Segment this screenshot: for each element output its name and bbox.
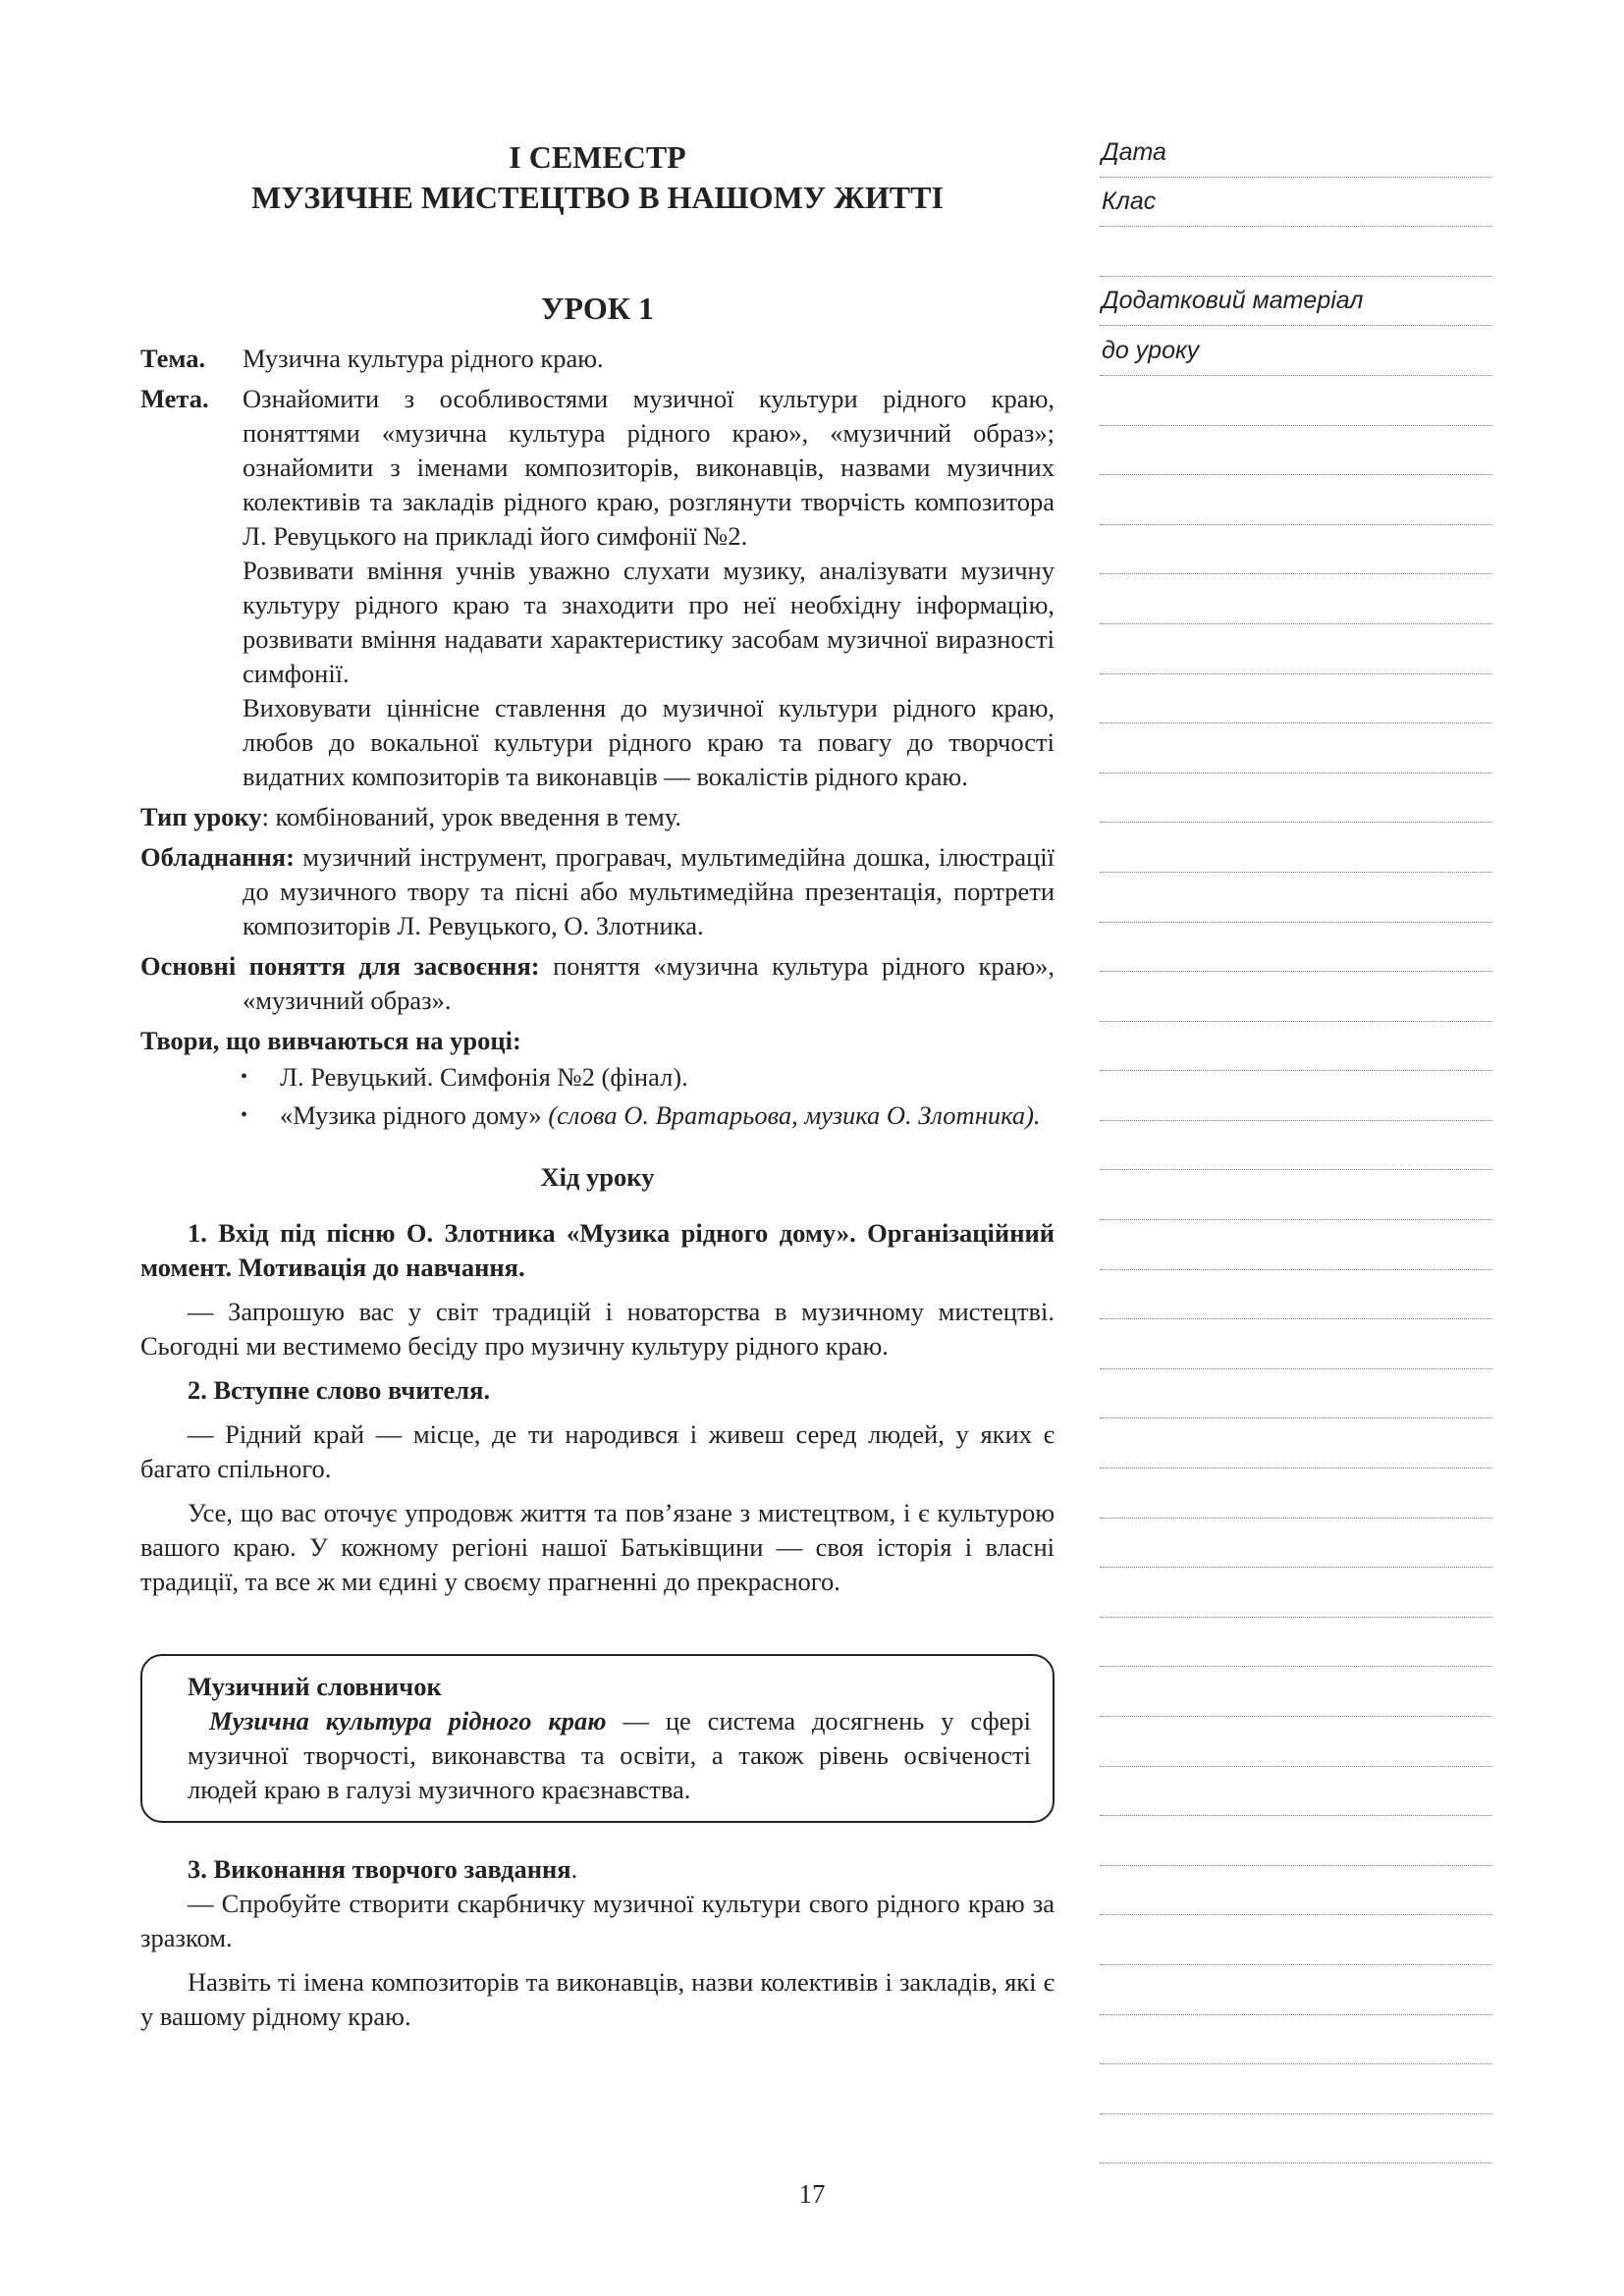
dictionary-term: Музична культура рідного краю [209, 1706, 607, 1735]
note-line[interactable] [1100, 1270, 1492, 1320]
note-line[interactable] [1100, 674, 1492, 724]
note-line[interactable] [1100, 1667, 1492, 1717]
note-line[interactable] [1100, 475, 1492, 525]
note-line[interactable] [1100, 723, 1492, 774]
note-line[interactable] [1100, 1915, 1492, 1965]
lesson-type [140, 800, 1055, 834]
music-dictionary-box [140, 1654, 1055, 1823]
note-line[interactable] [1100, 1418, 1492, 1468]
lesson-type-text: : комбінований, урок введення в тему. [261, 802, 682, 831]
note-line[interactable] [1100, 1767, 1492, 1817]
lesson-content [140, 137, 1055, 2034]
work-item-1: • Л. Ревуцький. Симфонія №2 (фінал). [241, 1060, 1055, 1095]
note-line[interactable] [1100, 873, 1492, 923]
note-line[interactable] [1100, 1568, 1492, 1618]
topic-label: Тема. [140, 344, 206, 373]
note-line[interactable] [1100, 227, 1492, 277]
note-line[interactable] [1100, 1965, 1492, 2015]
work-item-2: • «Музика рідного дому» (слова О. Вратарьова, музика О. Злотника). [241, 1098, 1055, 1133]
topic-text: Музична культура рідного краю. [243, 344, 604, 373]
note-line[interactable] [1100, 774, 1492, 824]
step-3-paragraph-1: — Спробуйте створити скарбничку музичної культури свого рідного краю за зразком. [140, 1889, 1055, 1952]
note-line[interactable] [1100, 574, 1492, 624]
step-2-paragraph-2: Усе, що вас оточує упродовж життя та пов’язане з мистецтвом, і є культурою вашого краю. У кожному регіоні нашої Батьківщини — своя історія і власні традиції, та все ж ми єдині у своєму прагненні до прекрасного. [140, 1498, 1055, 1596]
topic-field [140, 342, 1055, 376]
goal-paragraph-2: Розвивати вміння учнів уважно слухати музику, аналізувати музичну культуру рідного краю та знаходити про неї необхідну інформацію, розвивати вміння надавати характеристику засобам музичної виразності симфонії. [243, 556, 1055, 688]
note-line[interactable] [1100, 1170, 1492, 1220]
equipment [140, 840, 1055, 943]
note-line[interactable] [1100, 2064, 1492, 2114]
key-concepts-label: Основні поняття для засвоєння: [140, 951, 540, 981]
note-line[interactable] [1100, 2114, 1492, 2164]
key-concepts-text: поняття «музична культура рідного краю», «музичний образ». [243, 951, 1055, 1015]
step-3-heading: 3. Виконання творчого завдання. [188, 1854, 578, 1884]
note-line[interactable] [1100, 1022, 1492, 1072]
note-line[interactable] [1100, 823, 1492, 873]
note-line[interactable] [1100, 1717, 1492, 1767]
step-1-paragraph: — Запрошую вас у світ традицій і новаторства в музичному мистецтві. Сьогодні ми вестимемо бесіду про музичну культуру рідного краю. [140, 1297, 1055, 1361]
note-line[interactable] [1100, 1071, 1492, 1121]
note-line[interactable] [1100, 525, 1492, 575]
note-line[interactable] [1100, 972, 1492, 1022]
step-2-heading: 2. Вступне слово вчителя. [188, 1375, 491, 1405]
goal-paragraph-3: Виховувати ціннісне ставлення до музичної культури рідного краю, любов до вокальної культури рідного краю та повагу до творчості видатних композиторів та виконавців — вокалістів рідного краю. [243, 693, 1055, 791]
note-line[interactable] [1100, 923, 1492, 973]
step-2-paragraph-1: — Рідний край — місце, де ти народився і живеш серед людей, у яких є багато спільного. [140, 1419, 1055, 1483]
note-line[interactable] [1100, 624, 1492, 674]
date-label: Дата [1102, 137, 1166, 166]
note-line[interactable] [1100, 1816, 1492, 1866]
note-line[interactable] [1100, 1319, 1492, 1369]
dictionary-title: Музичний словничок [188, 1672, 442, 1701]
class-line[interactable] [1100, 178, 1492, 228]
section-title: МУЗИЧНЕ МИСТЕЦТВО В НАШОМУ ЖИТТІ [251, 180, 944, 215]
note-line[interactable] [1100, 1468, 1492, 1519]
extra-material-label-2: до уроку [1102, 336, 1200, 364]
note-line[interactable] [1100, 426, 1492, 476]
goal-paragraph-1: Ознайомити з особливостями музичної культури рідного краю, поняттями «музична культура рідного краю», «музичний образ»; ознайомити з іменами композиторів, виконавців, назвами музичних колективів та закладів рідного краю, розглянути творчість композитора Л. Ревуцького на прикладі його симфонії №2. [243, 384, 1055, 551]
class-label: Клас [1102, 187, 1157, 216]
works-list [140, 1060, 1055, 1133]
extra-material-line-2[interactable] [1100, 326, 1492, 376]
note-line[interactable] [1100, 1519, 1492, 1569]
notes-sidebar [1100, 128, 1492, 2163]
works-label: Твори, що вивчаються на уроці: [140, 1026, 521, 1055]
goal-label: Мета. [140, 384, 209, 413]
extra-material-label: Додатковий матеріал [1102, 287, 1364, 315]
date-line[interactable] [1100, 128, 1492, 178]
page-number: 17 [798, 2179, 826, 2209]
dictionary-entry [188, 1704, 1031, 1807]
note-line[interactable] [1100, 1220, 1492, 1270]
dictionary-definition: — це система досягнень у сфері музичної творчості, виконавства та освіти, а також рівень освіченості людей краю в галузі музичного краєзнавства. [188, 1706, 1031, 1804]
extra-material-line[interactable] [1100, 277, 1492, 327]
step-3-paragraph-2: Назвіть ті імена композиторів та виконавців, назви колективів і закладів, які є у вашому рідному краю. [140, 1967, 1055, 2031]
equipment-text: музичний інструмент, програвач, мультимедійна дошка, ілюстрації до музичного твору та пісні або мультимедійна презентація, портрети композиторів Л. Ревуцького, О. Злотника. [243, 842, 1055, 940]
note-line[interactable] [1100, 1121, 1492, 1171]
lesson-flow-heading: Хід уроку [540, 1162, 655, 1192]
equipment-label: Обладнання: [140, 842, 295, 872]
note-line[interactable] [1100, 1618, 1492, 1668]
note-line[interactable] [1100, 2015, 1492, 2065]
key-concepts [140, 949, 1055, 1018]
work-credits: (слова О. Вратарьова, музика О. Злотника). [548, 1100, 1041, 1130]
lesson-type-label: Тип уроку [140, 802, 262, 831]
lesson-title: УРОК 1 [541, 291, 654, 326]
note-line[interactable] [1100, 1866, 1492, 1916]
semester-heading: І СЕМЕСТР [509, 139, 686, 175]
note-line[interactable] [1100, 376, 1492, 426]
step-1-heading: 1. Вхід під пісню О. Злотника «Музика рідного дому». Організаційний момент. Мотивація до навчання. [140, 1218, 1055, 1282]
note-line[interactable] [1100, 1369, 1492, 1419]
goal-field [140, 382, 1055, 794]
